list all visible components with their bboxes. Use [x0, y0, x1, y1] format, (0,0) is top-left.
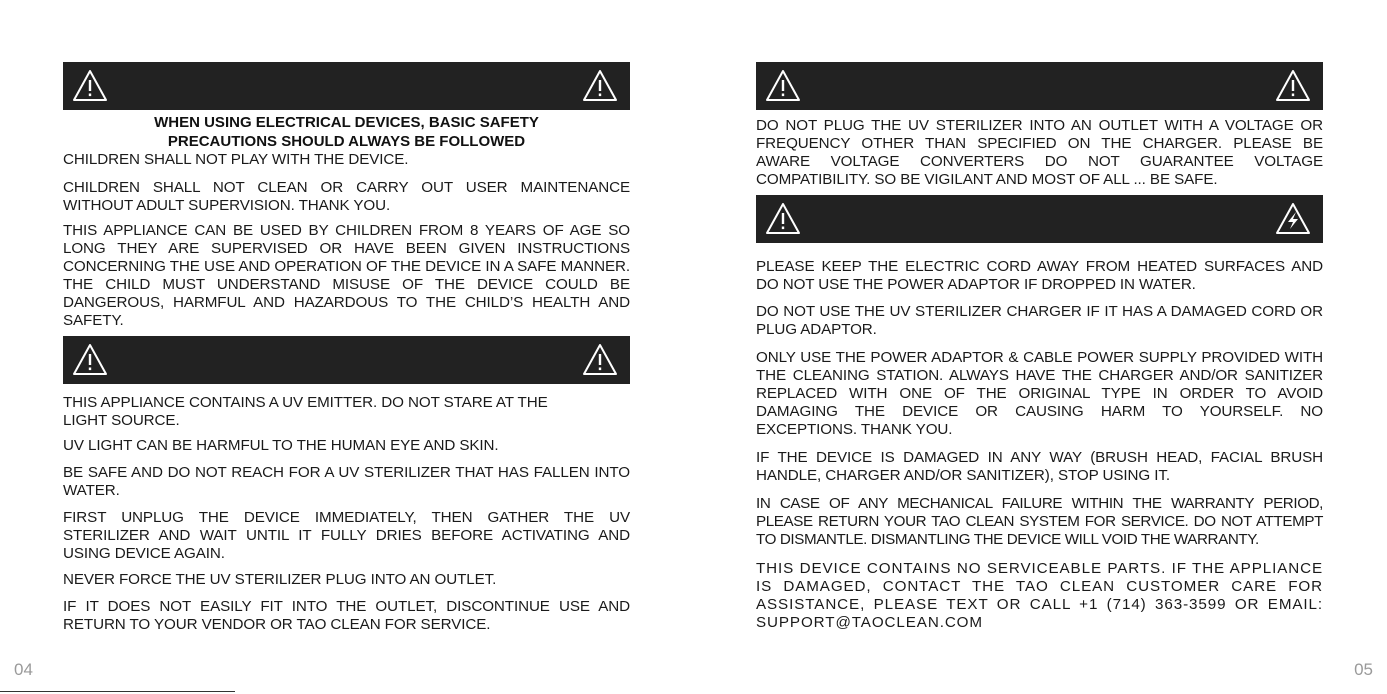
paragraph: ONLY USE THE POWER ADAPTOR & CABLE POWER SUPPLY PROVIDED WITH THE CLEANING STATION. ALWAYS HAVE THE CHARGER AND/OR SANITIZER REPLACED WITH ONE OF THE ORIGINAL TYPE IN ORDER TO AVOID DAMAGING THE DEVICE OR CAUSING HARM TO YOURSELF. NO EXCEPTIONS. THANK YOU. — [756, 349, 1323, 438]
warning-banner-2 — [63, 336, 630, 384]
warning-banner-4 — [756, 195, 1323, 243]
page-number: 05 — [1354, 660, 1373, 679]
safety-headline-line-2: PRECAUTIONS SHOULD ALWAYS BE FOLLOWED — [167, 133, 526, 150]
paragraph: IF THE DEVICE IS DAMAGED IN ANY WAY (BRUSH HEAD, FACIAL BRUSH HANDLE, CHARGER AND/OR SANITIZER), STOP USING IT. — [756, 449, 1323, 484]
warning-banner-1 — [63, 62, 630, 110]
warning-triangle-icon — [765, 202, 801, 235]
warning-triangle-icon — [1275, 69, 1311, 102]
paragraph: PLEASE KEEP THE ELECTRIC CORD AWAY FROM HEATED SURFACES AND DO NOT USE THE POWER ADAPTOR IF DROPPED IN WATER. — [756, 258, 1323, 293]
warning-triangle-icon — [765, 69, 801, 102]
warning-triangle-icon — [582, 69, 618, 102]
paragraph: DO NOT PLUG THE UV STERILIZER INTO AN OUTLET WITH A VOLTAGE OR FREQUENCY OTHER THAN SPECIFIED ON THE CHARGER. PLEASE BE AWARE VOLTAGE CONVERTERS DO NOT GUARANTEE VOLTAGE COMPATIBILITY. SO BE VIGILANT AND MOST OF ALL ... BE SAFE. — [756, 117, 1323, 188]
warning-triangle-icon — [72, 69, 108, 102]
warning-banner-3 — [756, 62, 1323, 110]
paragraph: NEVER FORCE THE UV STERILIZER PLUG INTO AN OUTLET. — [63, 571, 497, 588]
paragraph: THIS APPLIANCE CONTAINS A UV EMITTER. DO NOT STARE AT THE LIGHT SOURCE. — [63, 394, 548, 429]
paragraph: BE SAFE AND DO NOT REACH FOR A UV STERILIZER THAT HAS FALLEN INTO WATER. — [63, 464, 630, 499]
warning-triangle-icon — [582, 343, 618, 376]
paragraph: THIS DEVICE CONTAINS NO SERVICEABLE PARTS. IF THE APPLIANCE IS DAMAGED, CONTACT THE TAO CLEAN CUSTOMER CARE FOR ASSISTANCE, PLEASE TEXT OR CALL +1 (714) 363-3599 OR EMAIL: SUPPORT@TAOCLEAN.COM — [756, 560, 1323, 631]
safety-headline-line-1: WHEN USING ELECTRICAL DEVICES, BASIC SAFETY — [154, 114, 539, 131]
paragraph: UV LIGHT CAN BE HARMFUL TO THE HUMAN EYE AND SKIN. — [63, 437, 499, 454]
paragraph: THIS APPLIANCE CAN BE USED BY CHILDREN FROM 8 YEARS OF AGE SO LONG THEY ARE SUPERVISED OR HAVE BEEN GIVEN INSTRUCTIONS CONCERNING THE USE AND OPERATION OF THE DEVICE IN A SAFE MANNER. THE CHILD MUST UNDERSTAND MISUSE OF THE DEVICE COULD BE DANGEROUS, HARMFUL AND HAZARDOUS TO THE CHILD’S HEALTH AND SAFETY. — [63, 222, 630, 329]
footer-rule — [0, 691, 235, 692]
paragraph: DO NOT USE THE UV STERILIZER CHARGER IF IT HAS A DAMAGED CORD OR PLUG ADAPTOR. — [756, 303, 1323, 338]
paragraph: CHILDREN SHALL NOT PLAY WITH THE DEVICE. — [63, 151, 409, 168]
page-number: 04 — [14, 660, 33, 679]
paragraph: CHILDREN SHALL NOT CLEAN OR CARRY OUT USER MAINTENANCE WITHOUT ADULT SUPERVISION. THANK YOU. — [63, 179, 630, 214]
paragraph: FIRST UNPLUG THE DEVICE IMMEDIATELY, THEN GATHER THE UV STERILIZER AND WAIT UNTIL IT FULLY DRIES BEFORE ACTIVATING AND USING DEVICE AGAIN. — [63, 509, 630, 562]
warning-triangle-icon — [72, 343, 108, 376]
paragraph: IF IT DOES NOT EASILY FIT INTO THE OUTLET, DISCONTINUE USE AND RETURN TO YOUR VENDOR OR TAO CLEAN FOR SERVICE. — [63, 598, 630, 633]
electric-hazard-icon — [1275, 202, 1311, 235]
paragraph: IN CASE OF ANY MECHANICAL FAILURE WITHIN THE WARRANTY PERIOD, PLEASE RETURN YOUR TAO CLEAN SYSTEM FOR SERVICE. DO NOT ATTEMPT TO DISMANTLE. DISMANTLING THE DEVICE WILL VOID THE WARRANTY. — [756, 495, 1323, 548]
